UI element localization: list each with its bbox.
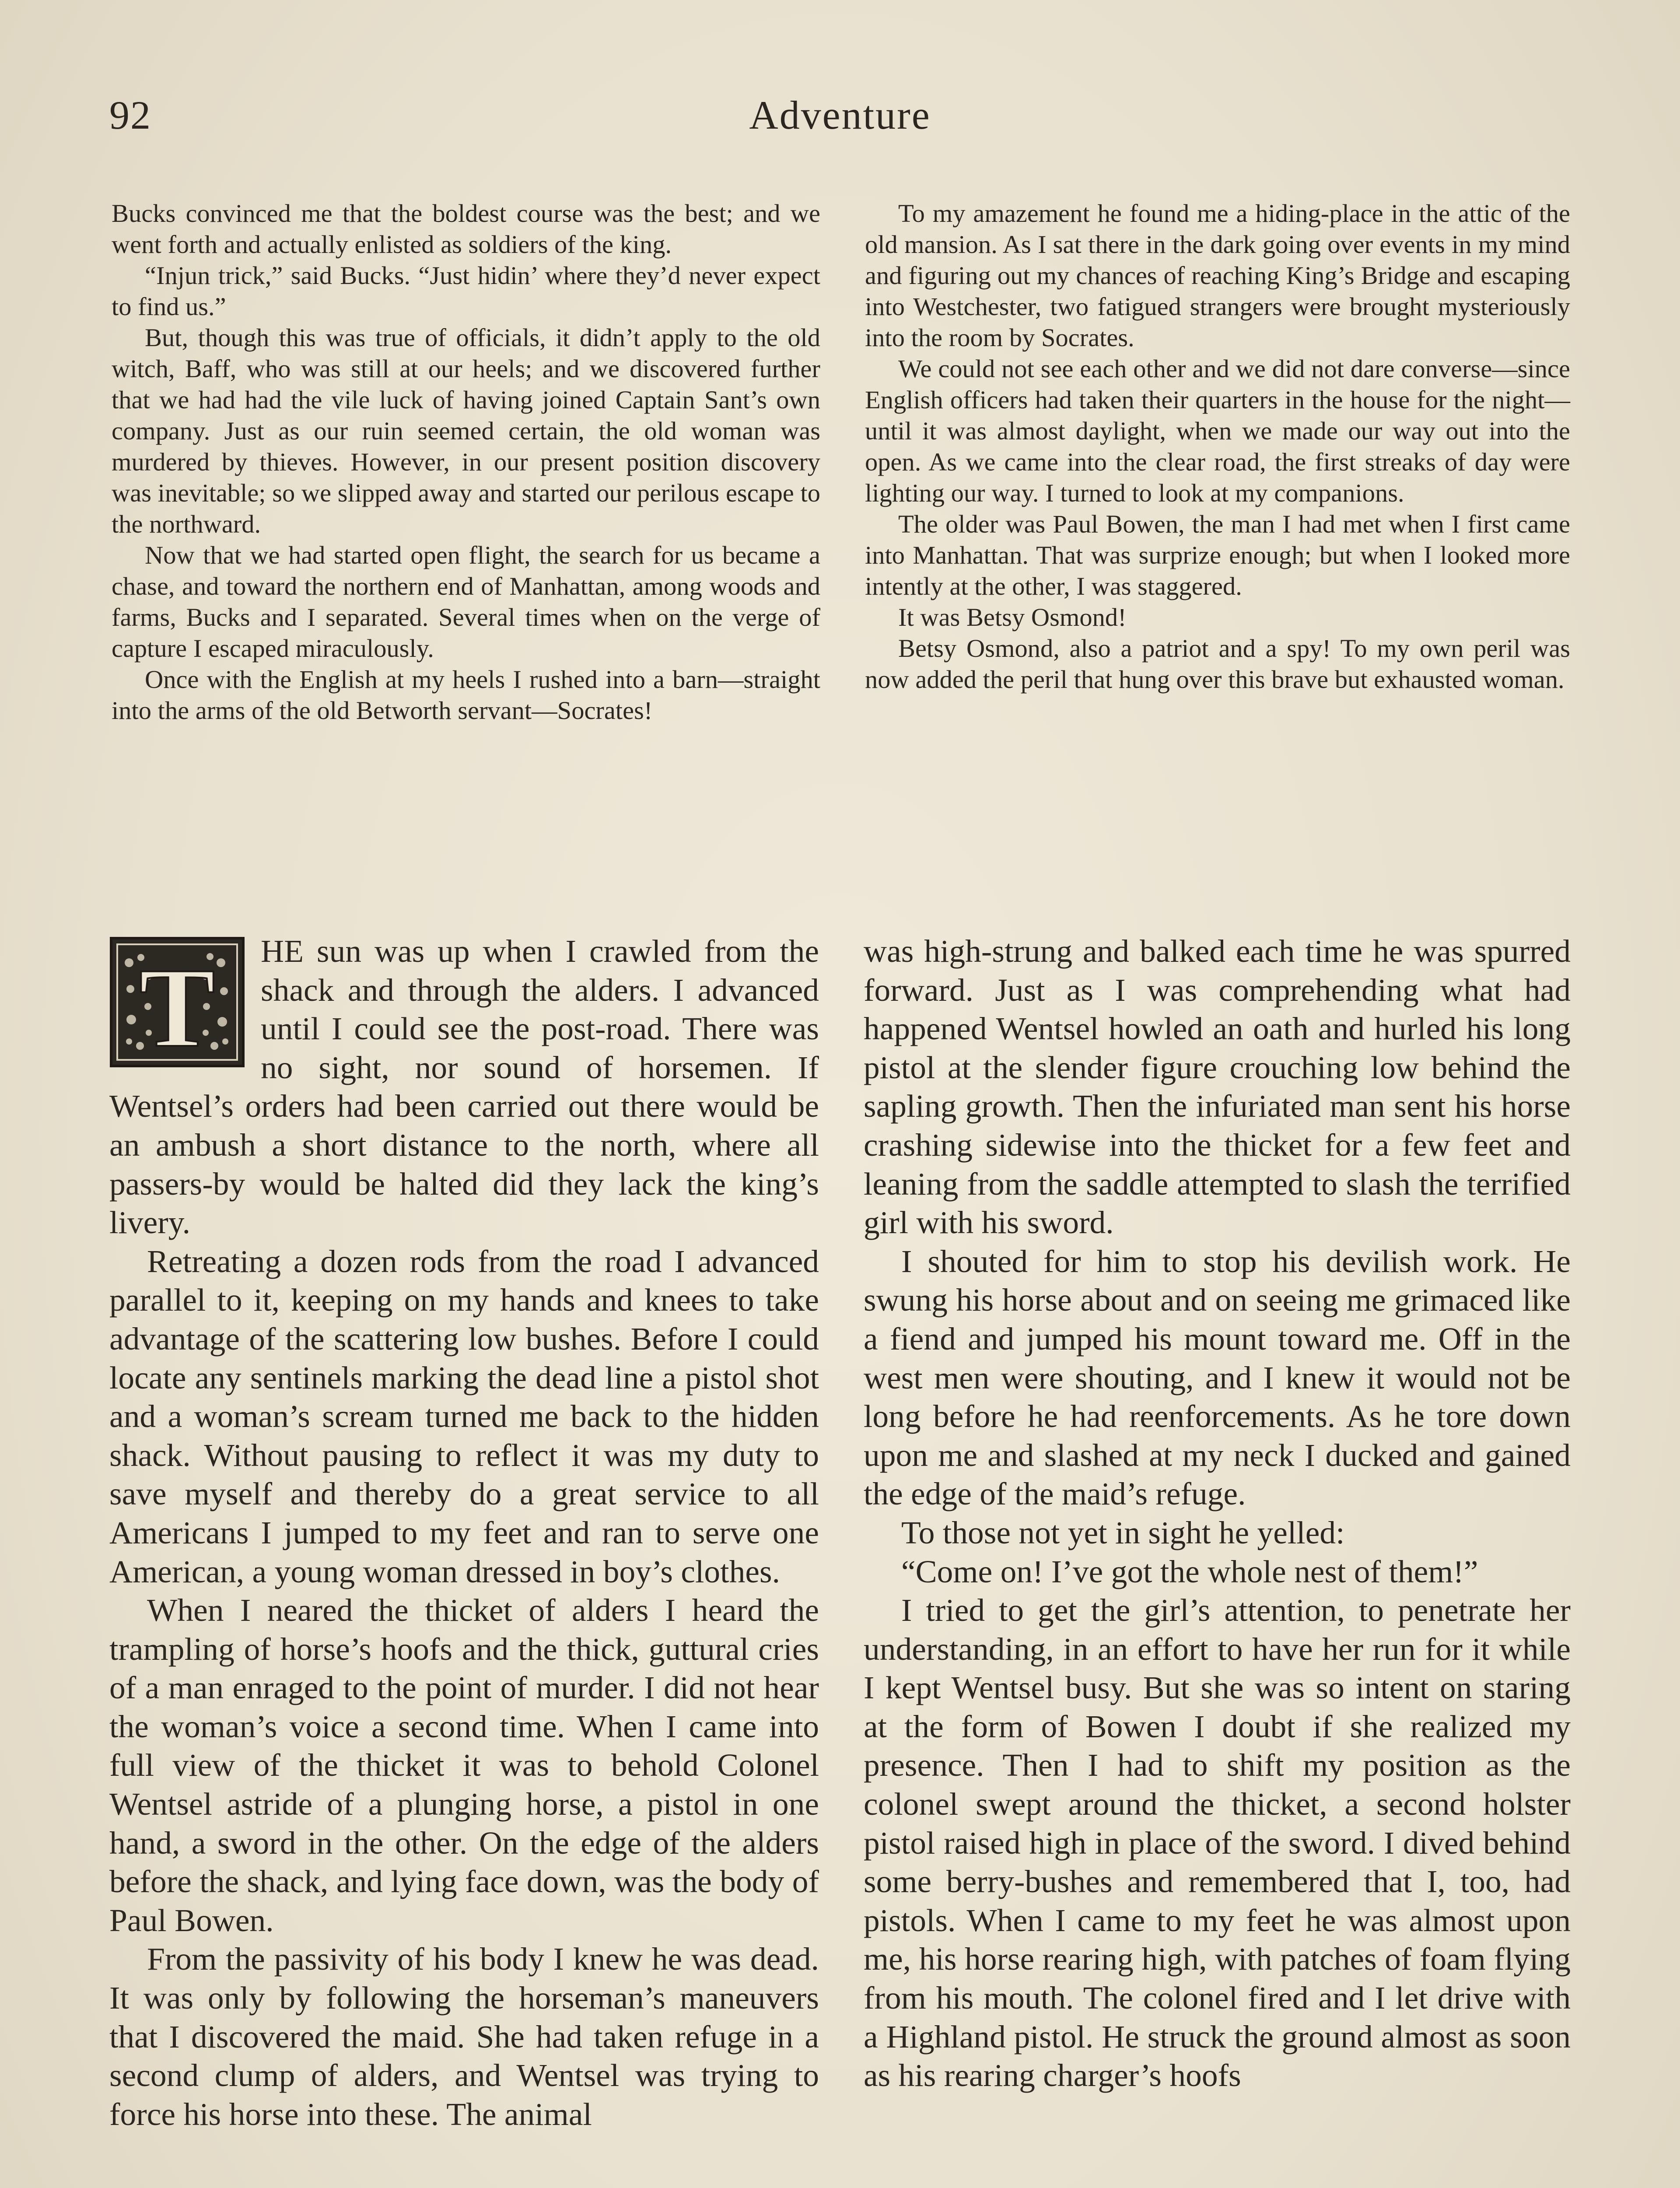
story-paragraph: was high-strung and balked each time he was spurred forward. Just as I was comprehending what had happened Wentsel howled an oath and hurled his long pistol at the slender figure crouching low behind the sapling growth. Then the infuriated man sent his horse crashing sidewise into the thicket for a few feet and leaning from the saddle attempted to slash the terrified girl with his sword. bbox=[864, 933, 1571, 1241]
synopsis-paragraph: The older was Paul Bowen, the man I had met when I first came into Manhattan. That was surprize enough; but when I looked more intently at the other, I was staggered. bbox=[865, 510, 1570, 600]
drop-cap-t bbox=[109, 936, 245, 1068]
synopsis-column-right bbox=[865, 198, 1570, 695]
synopsis-paragraph: Now that we had started open flight, the search for us became a chase, and toward the northern end of Manhattan, among woods and farms, Bucks and I separated. Several times when on the verge of capture I escaped miraculously. bbox=[112, 541, 820, 663]
synopsis-paragraph: It was Betsy Osmond! bbox=[898, 603, 1127, 631]
story-paragraph: HE sun was up when I crawled from the shack and through the alders. I advanced until I could see the post-road. There was no sight, nor sound of horsemen. If Wentsel’s orders had been carried out there would be an ambush a short distance to the north, where all passers-by would be halted did they lack the king’s livery. bbox=[109, 933, 819, 1241]
synopsis-paragraph: Betsy Osmond, also a patriot and a spy! To my own peril was now added the peril that hung over this brave but exhausted woman. bbox=[865, 634, 1570, 694]
story-paragraph: I tried to get the girl’s attention, to penetrate her understanding, in an effort to have her run for it while I kept Wentsel busy. But she was so intent on staring at the form of Bowen I doubt if she realized my presence. Then I had to shift my position as the colonel swept around the thicket, a second holster pistol raised high in place of the sword. I dived behind some berry-bushes and remembered that I, too, had pistols. When I came to my feet he was almost upon me, his horse rearing high, with patches of foam flying from his mouth. The colonel fired and I let drive with a Highland pistol. He struck the ground almost as soon as his rearing charger’s hoofs bbox=[864, 1592, 1571, 2093]
story-paragraph: “Come on! I’ve got the whole nest of them!” bbox=[901, 1553, 1478, 1589]
story-column-right bbox=[864, 932, 1571, 2095]
magazine-title: Adventure bbox=[749, 93, 931, 137]
page-header bbox=[109, 92, 1571, 158]
synopsis-paragraph: “Injun trick,” said Bucks. “Just hidin’ where they’d never expect to find us.” bbox=[112, 261, 820, 321]
synopsis-paragraph: But, though this was true of officials, it didn’t apply to the old witch, Baff, who was still at our heels; and we discovered further that we had had the vile luck of having joined Captain Sant’s own company. Just as our ruin seemed certain, the old woman was murdered by thieves. However, in our present position discovery was inevitable; so we slipped away and started our perilous escape to the northward. bbox=[112, 323, 820, 538]
story-column-left bbox=[109, 932, 819, 2134]
page-number: 92 bbox=[109, 93, 151, 137]
story-section bbox=[109, 932, 1571, 2188]
synopsis-paragraph: Once with the English at my heels I rushed into a barn—straight into the arms of the old Betworth servant—Socrates! bbox=[112, 665, 820, 725]
synopsis-paragraph: Bucks convinced me that the boldest course was the best; and we went forth and actually enlisted as soldiers of the king. bbox=[112, 199, 820, 259]
story-paragraph: From the passivity of his body I knew he was dead. It was only by following the horseman’s maneuvers that I discovered the maid. She had taken refuge in a second clump of alders, and Wentsel was trying to force his horse into these. The animal bbox=[109, 1941, 819, 2132]
synopsis-paragraph: We could not see each other and we did not dare converse—since English officers had taken their quarters in the house for the night—until it was almost daylight, when we made our way out into the open. As we came into the clear road, the first streaks of day were lighting our way. I turned to look at my companions. bbox=[865, 354, 1570, 507]
story-paragraph: When I neared the thicket of alders I heard the trampling of horse’s hoofs and the thick, guttural cries of a man enraged to the point of murder. I did not hear the woman’s voice a second time. When I came into full view of the thicket it was to behold Colonel Wentsel astride of a plunging horse, a pistol in one hand, a sword in the other. On the edge of the alders before the shack, and lying face down, was the body of Paul Bowen. bbox=[109, 1592, 819, 1938]
synopsis-column-left bbox=[112, 198, 820, 726]
story-paragraph: To those not yet in sight he yelled: bbox=[901, 1515, 1345, 1550]
drop-cap-letter: T bbox=[139, 945, 215, 1068]
story-paragraph: Retreating a dozen rods from the road I advanced parallel to it, keeping on my hands and knees to take advantage of the scattering low bushes. Before I could locate any sentinels marking the dead line a pistol shot and a woman’s scream turned me back to the hidden shack. Without pausing to reflect it was my duty to save myself and thereby do a great service to all Americans I jumped to my feet and ran to serve one American, a young woman dressed in boy’s clothes. bbox=[109, 1243, 819, 1589]
story-paragraph: I shouted for him to stop his devilish work. He swung his horse about and on seeing me grimaced like a fiend and jumped his mount toward me. Off in the west men were shouting, and I knew it would not be long before he had reenforcements. As he tore down upon me and slashed at my neck I ducked and gained the edge of the maid’s refuge. bbox=[864, 1243, 1571, 1512]
synopsis-section bbox=[112, 198, 1573, 880]
synopsis-paragraph: To my amazement he found me a hiding-place in the attic of the old mansion. As I sat there in the dark going over events in my mind and figuring out my chances of reaching King’s Bridge and escaping into Westchester, two fatigued strangers were brought mysteriously into the room by Socrates. bbox=[865, 199, 1570, 352]
